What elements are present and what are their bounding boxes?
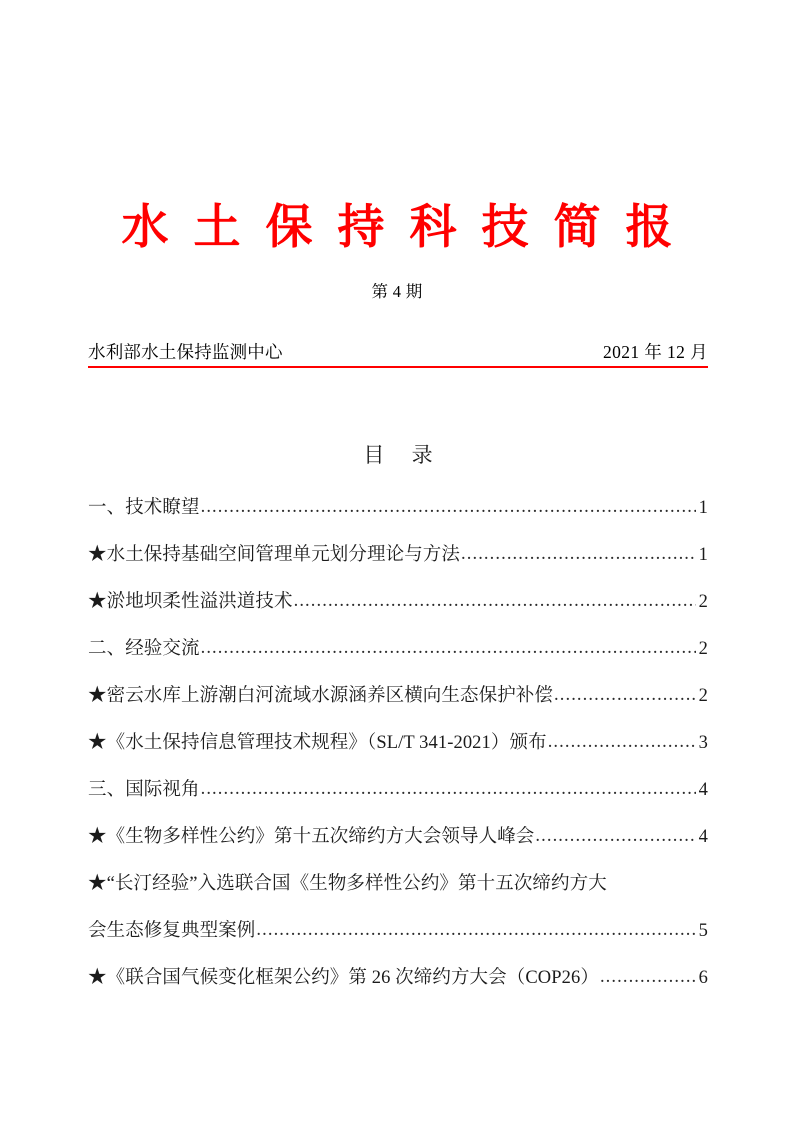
toc-page-number: 4 <box>698 827 708 847</box>
toc-entry-row <box>88 637 708 661</box>
toc-entry-row <box>88 543 708 567</box>
publication-date: 2021 年 12 月 <box>602 342 708 362</box>
toc-entry-label: ★淤地坝柔性溢洪道技术 <box>88 592 293 612</box>
page-title: 水土保持科技简报 <box>121 202 698 254</box>
toc-leader-dots <box>201 495 696 519</box>
toc-entry-label: ★密云水库上游潮白河流域水源涵养区横向生态保护补偿 <box>88 686 554 706</box>
toc-heading: 目 录 <box>363 443 444 467</box>
toc-entry[interactable] <box>88 543 708 567</box>
toc-leader-dots <box>256 918 696 942</box>
toc-leader-dots <box>600 965 696 989</box>
table-of-contents <box>88 440 708 990</box>
toc-entry[interactable] <box>88 966 708 990</box>
toc-leader-dots <box>201 636 696 660</box>
toc-entry-row <box>88 966 708 990</box>
toc-entry[interactable] <box>88 590 708 614</box>
toc-entry-label: ★《水土保持信息管理技术规程》（SL/T 341-2021）颁布 <box>88 733 547 753</box>
toc-entry[interactable] <box>88 778 708 802</box>
toc-entry-row <box>88 731 708 755</box>
toc-list <box>88 496 708 990</box>
toc-entry-line-1: ★“长汀经验”入选联合国《生物多样性公约》第十五次缔约方大 <box>88 874 607 894</box>
toc-page-number: 6 <box>698 968 708 988</box>
toc-entry[interactable] <box>88 731 708 755</box>
toc-entry-row <box>88 590 708 614</box>
toc-entry-line-2 <box>88 919 708 943</box>
toc-leader-dots <box>535 824 696 848</box>
toc-leader-dots <box>201 777 696 801</box>
toc-entry-label: 三、国际视角 <box>88 780 200 800</box>
toc-page-number: 2 <box>698 592 708 612</box>
toc-entry-label: ★水土保持基础空间管理单元划分理论与方法 <box>88 545 461 565</box>
toc-entry-label: 会生态修复典型案例 <box>88 921 256 941</box>
toc-entry[interactable] <box>88 637 708 661</box>
toc-page-number: 3 <box>698 733 708 753</box>
imprint-line <box>88 339 708 363</box>
toc-entry-row <box>88 496 708 520</box>
toc-entry-row <box>88 684 708 708</box>
toc-leader-dots <box>554 683 696 707</box>
toc-leader-dots <box>548 730 696 754</box>
toc-page-number: 1 <box>698 545 708 565</box>
toc-entry[interactable] <box>88 872 708 943</box>
toc-entry-row <box>88 778 708 802</box>
toc-entry[interactable] <box>88 684 708 708</box>
toc-entry-row <box>88 825 708 849</box>
toc-entry-label: 一、技术瞭望 <box>88 498 200 518</box>
toc-entry[interactable] <box>88 825 708 849</box>
toc-page-number: 1 <box>698 498 708 518</box>
toc-leader-dots <box>294 589 696 613</box>
issue-number: 第 4 期 <box>371 282 423 301</box>
toc-entry-label: ★《生物多样性公约》第十五次缔约方大会领导人峰会 <box>88 827 535 847</box>
toc-leader-dots <box>461 542 696 566</box>
publisher-organization: 水利部水土保持监测中心 <box>88 342 283 362</box>
toc-page-number: 4 <box>698 780 708 800</box>
toc-page-number: 2 <box>698 639 708 659</box>
toc-entry-label: 二、经验交流 <box>88 639 200 659</box>
toc-page-number: 5 <box>698 921 708 941</box>
toc-entry-label: ★《联合国气候变化框架公约》第 26 次缔约方大会（COP26） <box>88 968 599 988</box>
toc-entry[interactable] <box>88 496 708 520</box>
toc-page-number: 2 <box>698 686 708 706</box>
header-divider-rule <box>88 366 708 368</box>
